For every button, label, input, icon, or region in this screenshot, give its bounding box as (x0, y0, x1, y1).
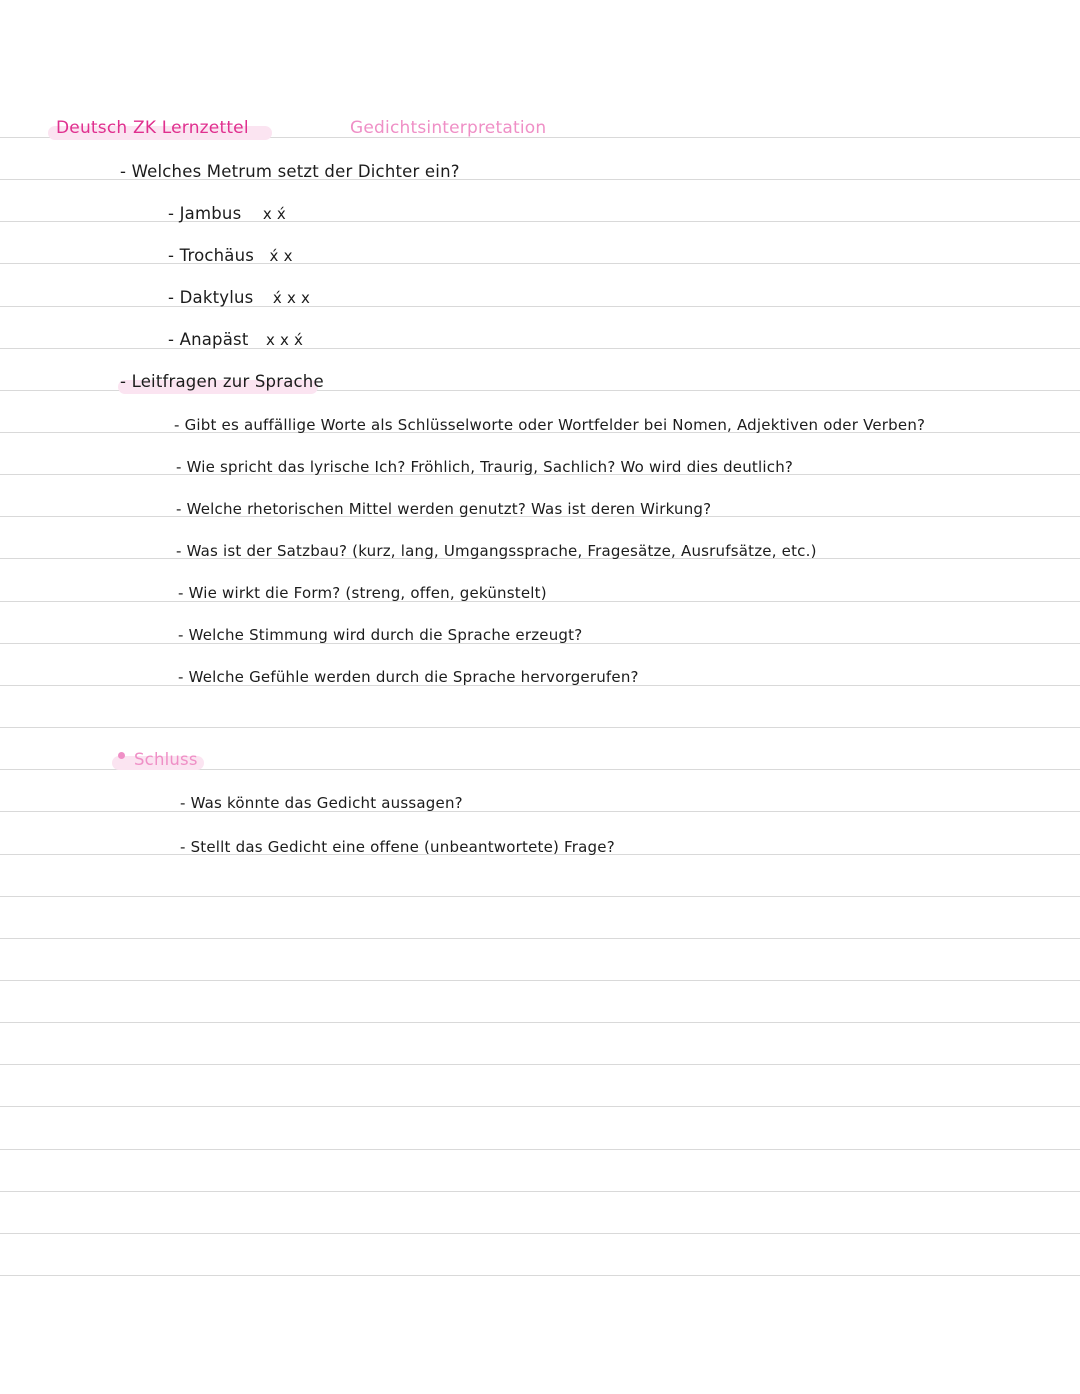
schluss-heading: Schluss (134, 750, 198, 769)
metrum-item-anapaest (168, 330, 303, 349)
ruled-line (0, 221, 1080, 222)
ruled-line (0, 896, 1080, 897)
metrum-item-daktylus (168, 288, 310, 307)
sprache-heading: - Leitfragen zur Sprache (120, 372, 324, 391)
sprache-question: - Gibt es auffällige Worte als Schlüsselworte oder Wortfelder bei Nomen, Adjektiven oder Verben? (174, 416, 926, 434)
page-title: Deutsch ZK Lernzettel (56, 118, 249, 138)
ruled-line (0, 1022, 1080, 1023)
sprache-question: - Was ist der Satzbau? (kurz, lang, Umgangssprache, Fragesätze, Ausrufsätze, etc.) (176, 542, 817, 560)
ruled-line (0, 727, 1080, 728)
metrum-item-pattern: x́ x (269, 247, 293, 265)
ruled-line (0, 348, 1080, 349)
page-subtitle: Gedichtsinterpretation (350, 118, 547, 138)
ruled-line (0, 980, 1080, 981)
ruled-line (0, 306, 1080, 307)
metrum-item-label: - Daktylus (168, 288, 254, 307)
metrum-item-trochaeus (168, 246, 293, 265)
ruled-line (0, 938, 1080, 939)
schluss-question: - Was könnte das Gedicht aussagen? (180, 794, 463, 812)
metrum-item-label: - Jambus (168, 204, 242, 223)
ruled-line (0, 1149, 1080, 1150)
metrum-item-label: - Trochäus (168, 246, 255, 265)
metrum-item-pattern: x x x́ (265, 331, 304, 349)
ruled-line (0, 1275, 1080, 1276)
sprache-question: - Wie spricht das lyrische Ich? Fröhlich, Traurig, Sachlich? Wo wird dies deutlich? (176, 458, 794, 476)
sprache-question: - Welche rhetorischen Mittel werden genutzt? Was ist deren Wirkung? (176, 500, 712, 518)
ruled-line (0, 1106, 1080, 1107)
metrum-item-pattern: x x́ (262, 205, 286, 223)
ruled-line (0, 1064, 1080, 1065)
metrum-question: - Welches Metrum setzt der Dichter ein? (120, 162, 460, 181)
ruled-line (0, 263, 1080, 264)
schluss-bullet (118, 752, 125, 759)
sprache-question: - Welche Stimmung wird durch die Sprache erzeugt? (178, 626, 583, 644)
metrum-item-label: - Anapäst (168, 330, 249, 349)
schluss-question: - Stellt das Gedicht eine offene (unbeantwortete) Frage? (180, 838, 615, 856)
metrum-item-jambus (168, 204, 286, 223)
ruled-line (0, 811, 1080, 812)
sprache-question: - Welche Gefühle werden durch die Sprache hervorgerufen? (178, 668, 639, 686)
ruled-line (0, 1233, 1080, 1234)
sprache-question: - Wie wirkt die Form? (streng, offen, gekünstelt) (178, 584, 547, 602)
ruled-line (0, 1191, 1080, 1192)
metrum-item-pattern: x́ x x (272, 289, 311, 307)
